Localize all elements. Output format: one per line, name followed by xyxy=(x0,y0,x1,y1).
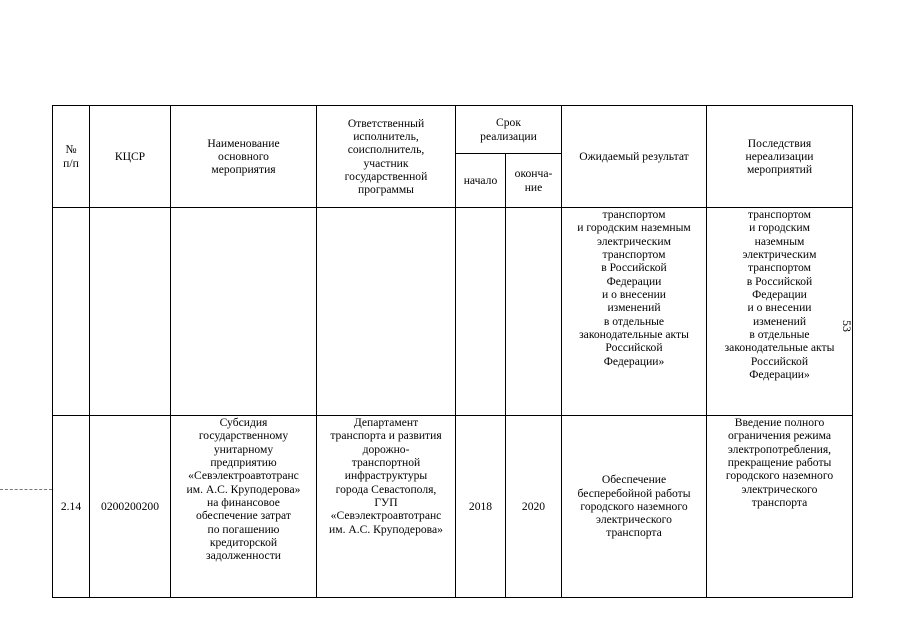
table-row xyxy=(53,416,853,598)
header-start: начало xyxy=(456,154,506,208)
row-name: Субсидия государственному унитарному предприятию «Севэлектроавтотранс им. А.С. Круподерова» на финансовое обеспечение затрат по погашению кредиторской задолженности xyxy=(171,416,317,598)
header-period: Срок реализации xyxy=(456,106,562,154)
program-measures-table xyxy=(52,105,853,598)
table-row-continuation xyxy=(53,208,853,416)
scan-artifact-line xyxy=(0,489,52,490)
header-kcsr: КЦСР xyxy=(90,106,171,208)
row-result: Обеспечение бесперебойной работы городского наземного электрического транспорта xyxy=(562,416,707,598)
header-result: Ожидаемый результат xyxy=(562,106,707,208)
cell-empty xyxy=(456,208,506,416)
page-number: 53 xyxy=(840,320,854,332)
header-consequences: Последствия нереализации мероприятий xyxy=(707,106,853,208)
row-responsible: Департамент транспорта и развития дорожно- транспортной инфраструктуры города Севастополя, ГУП «Севэлектроавтотранс им. А.С. Круподерова» xyxy=(317,416,456,598)
cell-empty xyxy=(90,208,171,416)
row-end: 2020 xyxy=(506,416,562,598)
row-consequences: Введение полного ограничения режима электропотребления, прекращение работы городского наземного электрического транспорта xyxy=(707,416,853,598)
header-name: Наименование основного мероприятия xyxy=(171,106,317,208)
row-kcsr: 0200200200 xyxy=(90,416,171,598)
cell-empty xyxy=(317,208,456,416)
header-num: № п/п xyxy=(53,106,90,208)
continuation-consequences: транспортом и городским наземным электрическим транспортом в Российской Федерации и о внесении изменений в отдельные законодательные акты Российской Федерации» xyxy=(707,208,853,416)
row-start: 2018 xyxy=(456,416,506,598)
continuation-result: транспортом и городским наземным электрическим транспортом в Российской Федерации и о внесении изменений в отдельные законодательные акты Российской Федерации» xyxy=(562,208,707,416)
table-header-row xyxy=(53,106,853,154)
row-num: 2.14 xyxy=(53,416,90,598)
cell-empty xyxy=(171,208,317,416)
header-end: оконча- ние xyxy=(506,154,562,208)
cell-empty xyxy=(53,208,90,416)
header-responsible: Ответственный исполнитель, соисполнитель, участник государственной программы xyxy=(317,106,456,208)
cell-empty xyxy=(506,208,562,416)
